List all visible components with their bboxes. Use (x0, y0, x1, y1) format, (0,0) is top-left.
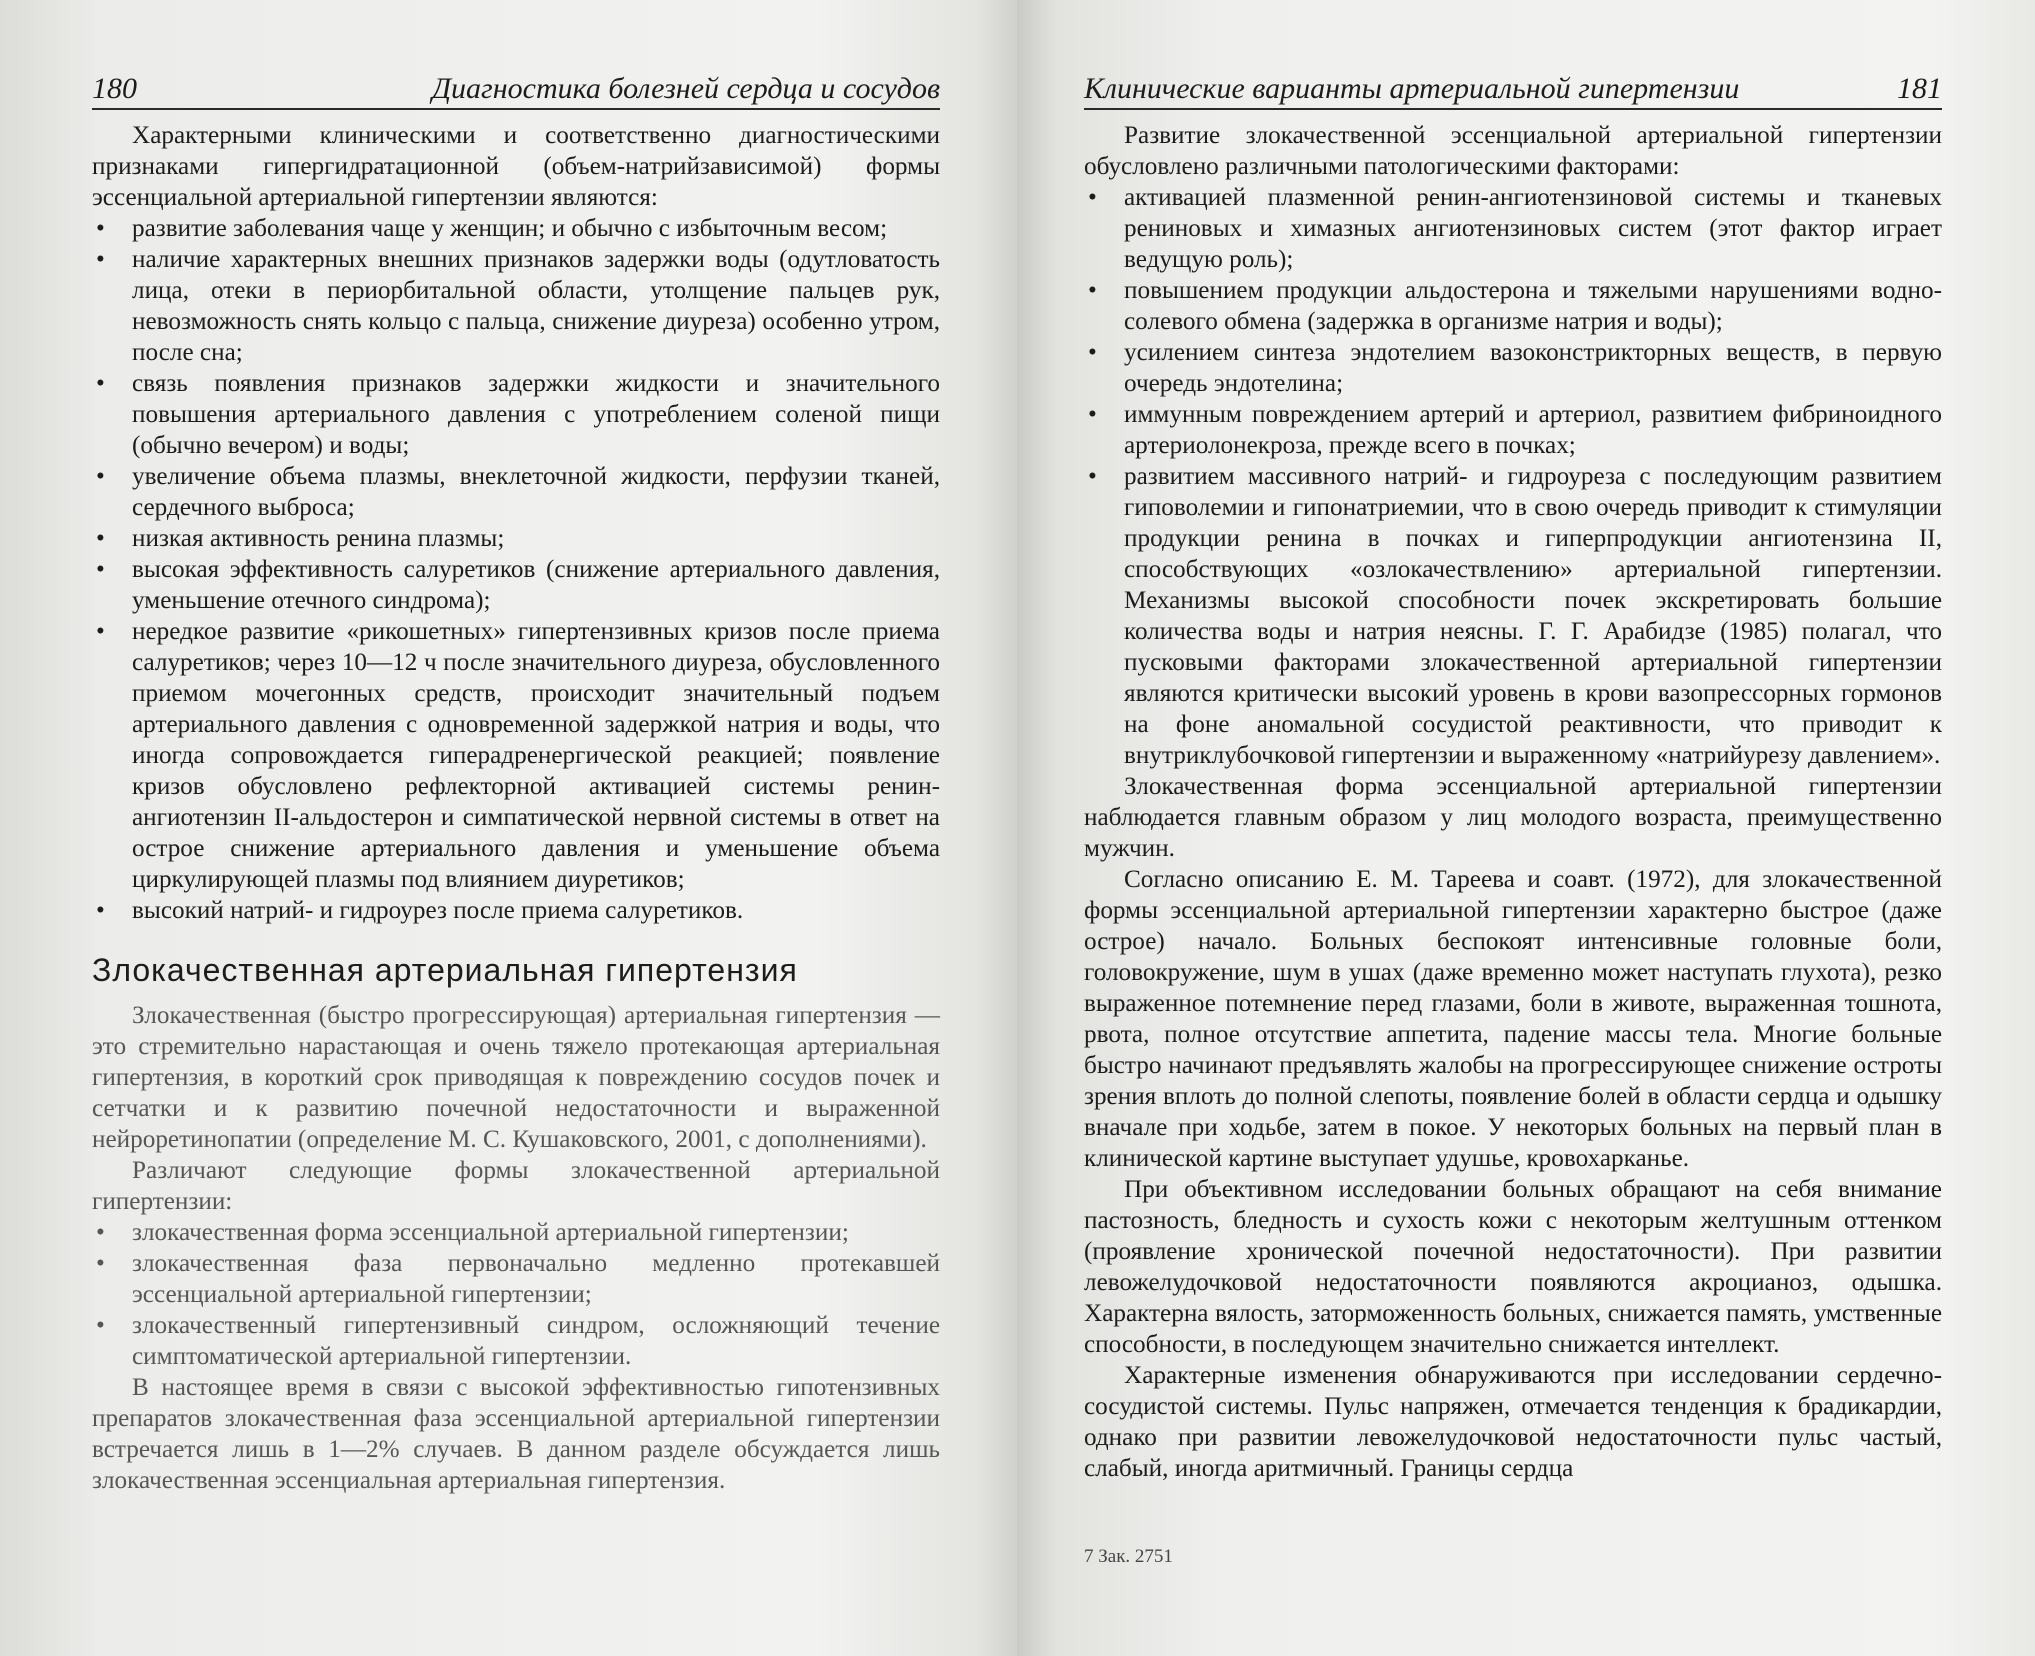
list-item: • повышением продукции альдостерона и тяжелыми нарушениями водно-солевого обмена (задержка в организме натрия и воды); (1084, 275, 1942, 337)
section-heading: Злокачественная артериальная гипертензия (92, 952, 798, 988)
list-item: • злокачественный гипертензивный синдром, осложняющий течение симптоматической артериальной гипертензии. (92, 1310, 940, 1372)
paragraph: Характерными клиническими и соответственно диагностическими признаками гипергидратационной (объем-натрийзависимой) формы эссенциальной артериальной гипертензии являются: (92, 122, 940, 211)
hyperhydration-signs-list (92, 213, 940, 926)
paragraph: Злокачественная (быстро прогрессирующая) артериальная гипертензия — это стремительно нарастающая и очень тяжело протекающая артериальная гипертензия, в короткий срок приводящая к повреждению сосудов почек и сетчатки и к развитию почечной недостаточности и выраженной нейроретинопатии (определение М. С. Кушаковского, 2001, с дополнениями). (92, 1002, 940, 1153)
pathogenesis-factors-list (1084, 182, 1942, 771)
paragraph: Развитие злокачественной эссенциальной артериальной гипертензии обусловлено различными патологическими факторами: (1084, 122, 1942, 180)
right-page-body (1084, 120, 1942, 1484)
print-signature: 7 Зак. 2751 (1084, 1546, 1173, 1567)
list-item: • нередкое развитие «рикошетных» гипертензивных кризов после приема салуретиков; через 10—12 ч после значительного диуреза, обусловленного приемом мочегонных средств, происходит значительный подъем артериального давления с одновременной задержкой натрия и воды, что иногда сопровождается гиперадренергической реакцией; появление кризов обусловлено рефлекторной активацией системы ренин-ангиотензин II-альдостерон и симпатической нервной системы в ответ на острое снижение артериального давления и уменьшение объема циркулирующей плазмы под влиянием диуретиков; (92, 616, 940, 895)
right-running-header (1084, 62, 1942, 110)
list-item: • злокачественная фаза первоначально медленно протекавшей эссенциальной артериальной гипертензии; (92, 1248, 940, 1310)
left-page-body (92, 120, 940, 1496)
paragraph: В настоящее время в связи с высокой эффективностью гипотензивных препаратов злокачественная фаза эссенциальной артериальной гипертензии встречается лишь в 1—2% случаев. В данном разделе обсуждается лишь злокачественная эссенциальная артериальная гипертензия. (92, 1374, 940, 1494)
paragraph: При объективном исследовании больных обращают на себя внимание пастозность, бледность и сухость кожи с некоторым желтушным оттенком (проявление хронической почечной недостаточности). При развитии левожелудочковой недостаточности появляются акроцианоз, одышка. Характерна вялость, заторможенность больных, снижается память, умственные способности, в последующем значительно снижается интеллект. (1084, 1176, 1942, 1358)
paragraph: Характерные изменения обнаруживаются при исследовании сердечно-сосудистой системы. Пульс напряжен, отмечается тенденция к брадикардии, однако при развитии левожелудочковой недостаточности пульс частый, слабый, иногда аритмичный. Границы сердца (1084, 1362, 1942, 1482)
faded-section (92, 1000, 940, 1496)
malignant-forms-list (92, 1217, 940, 1372)
list-item: • связь появления признаков задержки жидкости и значительного повышения артериального давления с употреблением соленой пищи (обычно вечером) и воды; (92, 368, 940, 461)
running-title: Диагностика болезней сердца и сосудов (431, 72, 940, 105)
list-item: • увеличение объема плазмы, внеклеточной жидкости, перфузии тканей, сердечного выброса; (92, 461, 940, 523)
list-item: • высокая эффективность салуретиков (снижение артериального давления, уменьшение отечного синдрома); (92, 554, 940, 616)
paragraph: Различают следующие формы злокачественной артериальной гипертензии: (92, 1157, 940, 1215)
running-title: Клинические варианты артериальной гипертензии (1084, 72, 1740, 105)
right-page (1017, 0, 2035, 1656)
list-item: • развитием массивного натрий- и гидроуреза с последующим развитием гиповолемии и гипонатриемии, что в свою очередь приводит к стимуляции продукции ренина в почках и гиперпродукции ангиотензина II, способствующих «озлокачествлению» артериальной гипертензии. Механизмы высокой способности почек экскретировать большие количества воды и натрия неясны. Г. Г. Арабидзе (1985) полагал, что пусковыми факторами злокачественной артериальной гипертензии являются критически высокий уровень в крови вазопрессорных гормонов на фоне аномальной сосудистой реактивности, что приводит к внутриклубочковой гипертензии и выраженному «натрийурезу давлением». (1084, 461, 1942, 771)
left-running-header (92, 62, 940, 110)
list-item: • низкая активность ренина плазмы; (92, 523, 940, 554)
paragraph: Согласно описанию Е. М. Тареева и соавт. (1972), для злокачественной формы эссенциальной артериальной гипертензии характерно быстрое (даже острое) начало. Больных беспокоят интенсивные головные боли, головокружение, шум в ушах (даже временно может наступать глухота), резко выраженное потемнение перед глазами, боли в животе, выраженная тошнота, рвота, полное отсутствие аппетита, падение массы тела. Многие больные быстро начинают предъявлять жалобы на прогрессирующее снижение остроты зрения вплоть до полной слепоты, появление болей в области сердца и одышку вначале при ходьбе, затем в покое. У некоторых больных на первый план в клинической картине выступает удушье, кровохарканье. (1084, 866, 1942, 1172)
left-page (0, 0, 1017, 1656)
list-item: • злокачественная форма эссенциальной артериальной гипертензии; (92, 1217, 940, 1248)
list-item: • активацией плазменной ренин-ангиотензиновой системы и тканевых рениновых и химазных ангиотензиновых систем (этот фактор играет ведущую роль); (1084, 182, 1942, 275)
list-item: • развитие заболевания чаще у женщин; и обычно с избыточным весом; (92, 213, 940, 244)
paragraph: Злокачественная форма эссенциальной артериальной гипертензии наблюдается главным образом у лиц молодого возраста, преимущественно мужчин. (1084, 773, 1942, 862)
page-number: 180 (92, 72, 137, 105)
page-number: 181 (1897, 72, 1942, 105)
list-item: • наличие характерных внешних признаков задержки воды (одутловатость лица, отеки в периорбитальной области, утолщение пальцев рук, невозможность снять кольцо с пальца, снижение диуреза) особенно утром, после сна; (92, 244, 940, 368)
list-item: • иммунным повреждением артерий и артериол, развитием фибриноидного артериолонекроза, прежде всего в почках; (1084, 399, 1942, 461)
list-item: • высокий натрий- и гидроурез после приема салуретиков. (92, 895, 940, 926)
list-item: • усилением синтеза эндотелием вазоконстрикторных веществ, в первую очередь эндотелина; (1084, 337, 1942, 399)
